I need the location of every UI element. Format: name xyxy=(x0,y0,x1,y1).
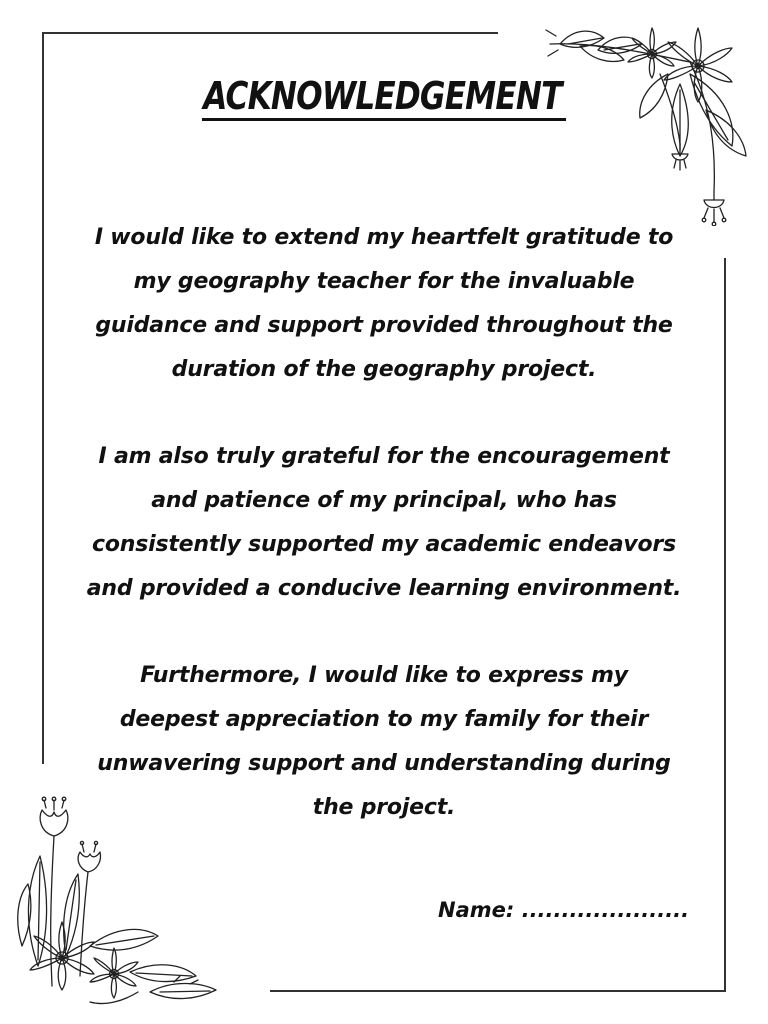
floral-corner-top-right-icon xyxy=(540,14,760,226)
page-title xyxy=(69,72,699,120)
frame-top-line xyxy=(42,32,498,34)
frame-bottom-line xyxy=(270,990,725,992)
paragraph-family: Furthermore, I would like to express my deepest appreciation to my family for their unwavering support and understanding during the project. xyxy=(97,663,671,820)
signature-blank[interactable]: ..................... xyxy=(521,898,690,922)
page-title-text: ACKNOWLEDGEMENT xyxy=(202,74,567,121)
signature-line xyxy=(438,898,689,922)
paragraph-teacher: I would like to extend my heartfelt gratitude to my geography teacher for the invaluable guidance and support provided throughout the duration of the geography project. xyxy=(94,225,674,382)
frame-right-line xyxy=(724,258,726,992)
paragraph-principal: I am also truly grateful for the encouragement and patience of my principal, who has consistently supported my academic endeavors and provided a conducive learning environment. xyxy=(86,444,682,601)
frame-left-line xyxy=(42,32,44,764)
signature-label: Name: xyxy=(438,898,515,922)
